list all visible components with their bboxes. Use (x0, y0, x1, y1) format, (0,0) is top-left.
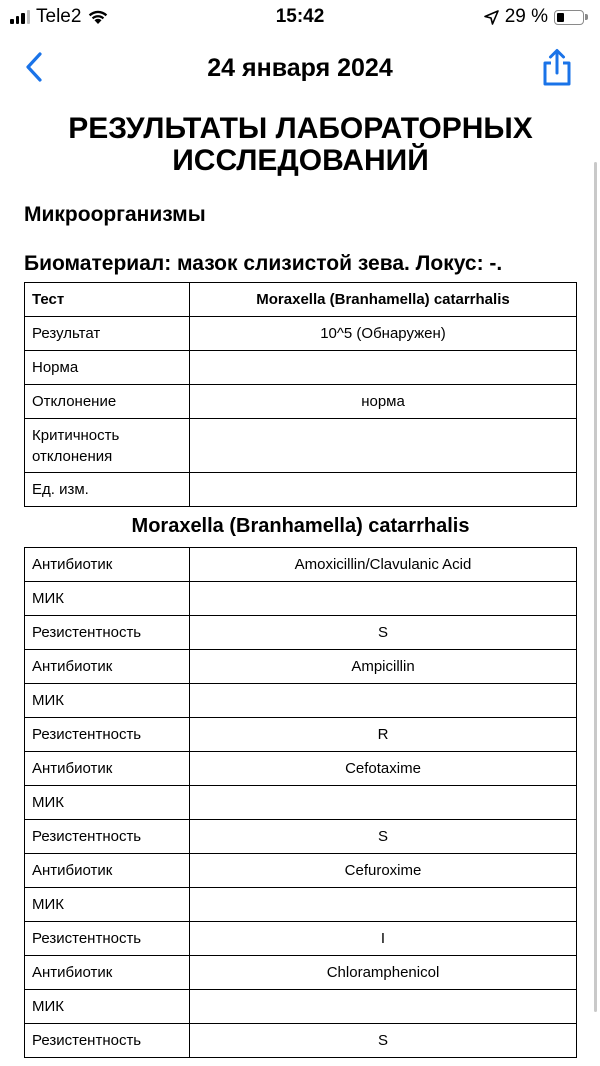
row-value (190, 990, 577, 1024)
organism-title: Moraxella (Branhamella) catarrhalis (131, 515, 470, 537)
row-value (190, 786, 577, 820)
row-label: МИК (25, 786, 190, 820)
document (24, 110, 577, 1058)
row-value (190, 582, 577, 616)
row-value: S (190, 820, 577, 854)
antibiotic-table (24, 547, 577, 1058)
status-time: 15:42 (275, 6, 325, 27)
share-button[interactable] (540, 48, 574, 86)
battery-tip (585, 14, 588, 20)
row-label: Резистентность (25, 1024, 190, 1058)
row-value (190, 888, 577, 922)
row-value: Chloramphenicol (190, 956, 577, 990)
table-header-row (25, 283, 577, 317)
table-row (25, 854, 577, 888)
row-label: Ед. изм. (25, 473, 190, 507)
column-header-organism: Moraxella (Branhamella) catarrhalis (190, 283, 577, 317)
row-value: I (190, 922, 577, 956)
table-row (25, 922, 577, 956)
row-label: Резистентность (25, 820, 190, 854)
row-label: Норма (25, 351, 190, 385)
document-title: РЕЗУЛЬТАТЫ ЛАБОРАТОРНЫХ ИССЛЕДОВАНИЙ (68, 112, 533, 177)
table-row (25, 351, 577, 385)
column-header-test: Тест (25, 283, 190, 317)
row-label: МИК (25, 888, 190, 922)
location-arrow-icon (484, 10, 499, 25)
test-results-table (24, 282, 577, 507)
row-label: Антибиотик (25, 548, 190, 582)
row-label: Резистентность (25, 718, 190, 752)
table-row (25, 990, 577, 1024)
table-row (25, 616, 577, 650)
row-value: S (190, 616, 577, 650)
page-title: 24 января 2024 (207, 54, 393, 82)
biomaterial-heading: Биоматериал: мазок слизистой зева. Локус: -. (24, 252, 503, 275)
row-value (190, 419, 577, 473)
row-value: Cefuroxime (190, 854, 577, 888)
row-value: S (190, 1024, 577, 1058)
table-row (25, 1024, 577, 1058)
row-label: Антибиотик (25, 752, 190, 786)
row-label: Резистентность (25, 922, 190, 956)
row-value (190, 351, 577, 385)
table-row (25, 888, 577, 922)
row-label: Антибиотик (25, 956, 190, 990)
row-value: Cefotaxime (190, 752, 577, 786)
row-label: МИК (25, 990, 190, 1024)
row-value (190, 684, 577, 718)
row-label: Антибиотик (25, 854, 190, 888)
table-row (25, 548, 577, 582)
row-label: Антибиотик (25, 650, 190, 684)
table-row (25, 419, 577, 473)
row-label: МИК (25, 582, 190, 616)
table-row (25, 473, 577, 507)
row-value: R (190, 718, 577, 752)
battery-percent: 29 % (504, 6, 548, 27)
table-row (25, 786, 577, 820)
share-icon (540, 48, 574, 86)
row-label: Отклонение (25, 385, 190, 419)
right-status-group (484, 6, 588, 28)
status-bar (0, 0, 600, 34)
table-row (25, 684, 577, 718)
row-label: Критичность отклонения (25, 419, 190, 473)
carrier-name: Tele2 (36, 6, 82, 27)
row-value: 10^5 (Обнаружен) (190, 317, 577, 351)
table-row (25, 752, 577, 786)
row-label: МИК (25, 684, 190, 718)
table-row (25, 582, 577, 616)
table-row (25, 820, 577, 854)
battery-icon (554, 10, 584, 25)
table-row (25, 718, 577, 752)
scrollbar[interactable] (594, 162, 597, 1012)
table-row (25, 650, 577, 684)
nav-bar (0, 40, 600, 96)
table-row (25, 956, 577, 990)
row-value: Amoxicillin/Clavulanic Acid (190, 548, 577, 582)
row-label: Резистентность (25, 616, 190, 650)
table-row (25, 385, 577, 419)
table-row (25, 317, 577, 351)
row-value: норма (190, 385, 577, 419)
section-title: Микроорганизмы (24, 203, 206, 226)
row-label: Результат (25, 317, 190, 351)
row-value (190, 473, 577, 507)
row-value: Ampicillin (190, 650, 577, 684)
